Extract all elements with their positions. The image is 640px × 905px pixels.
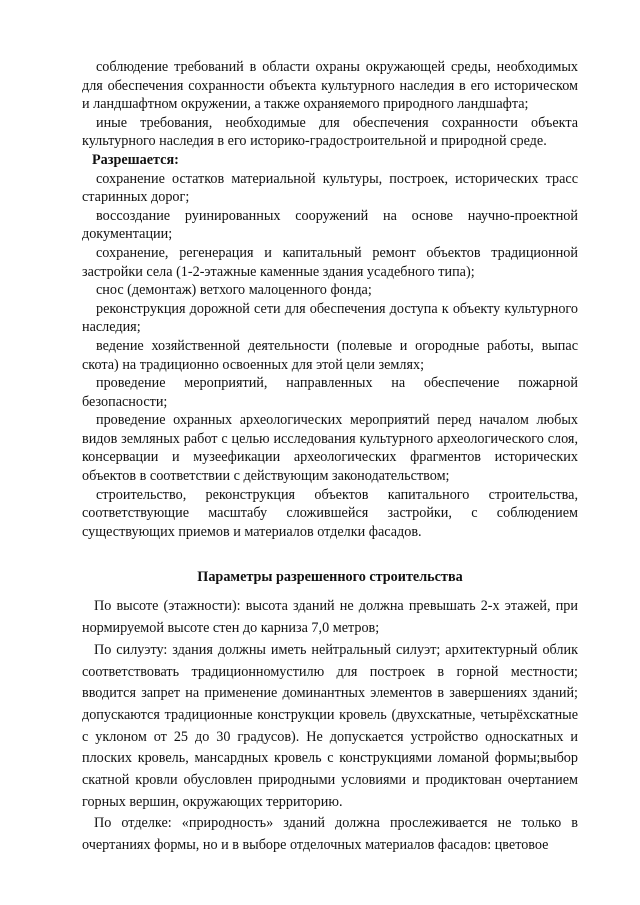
paragraph: По высоте (этажности): высота зданий не должна превышать 2-х этажей, при нормируемой высоте стен до карниза 7,0 метров;	[82, 598, 578, 637]
section-title: Параметры разрешенного строительства	[197, 569, 463, 586]
list-item: сохранение остатков материальной культуры, построек, исторических трасс старинных дорог;	[82, 170, 578, 206]
requirements-section	[82, 58, 578, 541]
paragraph: соблюдение требований в области охраны окружающей среды, необходимых для обеспечения сохранности объекта культурного наследия в его историческом и ландшафтном окружении, а также охраняемого природного ландшафта;	[82, 59, 578, 113]
list-item: снос (демонтаж) ветхого малоценного фонда;	[96, 282, 372, 299]
list-item: проведение мероприятий, направленных на обеспечение пожарной безопасности;	[82, 375, 578, 410]
paragraph: По силуэту: здания должны иметь нейтральный силуэт; архитектурный облик соответствовать традиционномустилю для построек в горной местности; вводится запрет на применение доминантных элементов в завершениях зданий; допускаются традиционные конструкции кровель (двухскатные, четырёхскатные с уклоном от 25 до 30 градусов). Не допускается устройство односкатных и плоских кровель, мансардных кровель с конструкциями ломаной формы;выбор скатной кровли обусловлен природными условиями и продиктован очертанием горных вершин, окружающих территорию.	[82, 641, 578, 810]
allowed-heading: Разрешается:	[92, 151, 179, 168]
list-item: проведение охранных археологических мероприятий перед началом любых видов земляных работ с целью исследования культурного археологического слоя, консервации и музеефикации археологических фрагментов исторических объектов в соответствии с действующим законодательством;	[82, 412, 578, 485]
list-item: ведение хозяйственной деятельности (полевые и огородные работы, выпас скота) на традиционно освоенных для этой цели землях;	[82, 337, 578, 373]
list-item: воссоздание руинированных сооружений на основе научно-проектной документации;	[82, 207, 578, 243]
list-item: сохранение, регенерация и капитальный ремонт объектов традиционной застройки села (1-2-этажные каменные здания усадебного типа);	[82, 244, 578, 280]
list-item: строительство, реконструкция объектов капитального строительства, соответствующие масштабу сложившейся застройки, с соблюдением существующих приемов и материалов отделки фасадов.	[82, 486, 578, 540]
list-item: реконструкция дорожной сети для обеспечения доступа к объекту культурного наследия;	[82, 300, 578, 336]
paragraph: По отделке: «природность» зданий должна прослеживается не только в очертаниях формы, но и в выборе отделочных материалов фасадов: цветовое	[82, 815, 578, 854]
paragraph: иные требования, необходимые для обеспечения сохранности объекта культурного наследия в его историко-градостроительной и природной среде.	[82, 114, 578, 150]
construction-parameters-section	[82, 596, 578, 856]
document-page	[82, 58, 578, 857]
